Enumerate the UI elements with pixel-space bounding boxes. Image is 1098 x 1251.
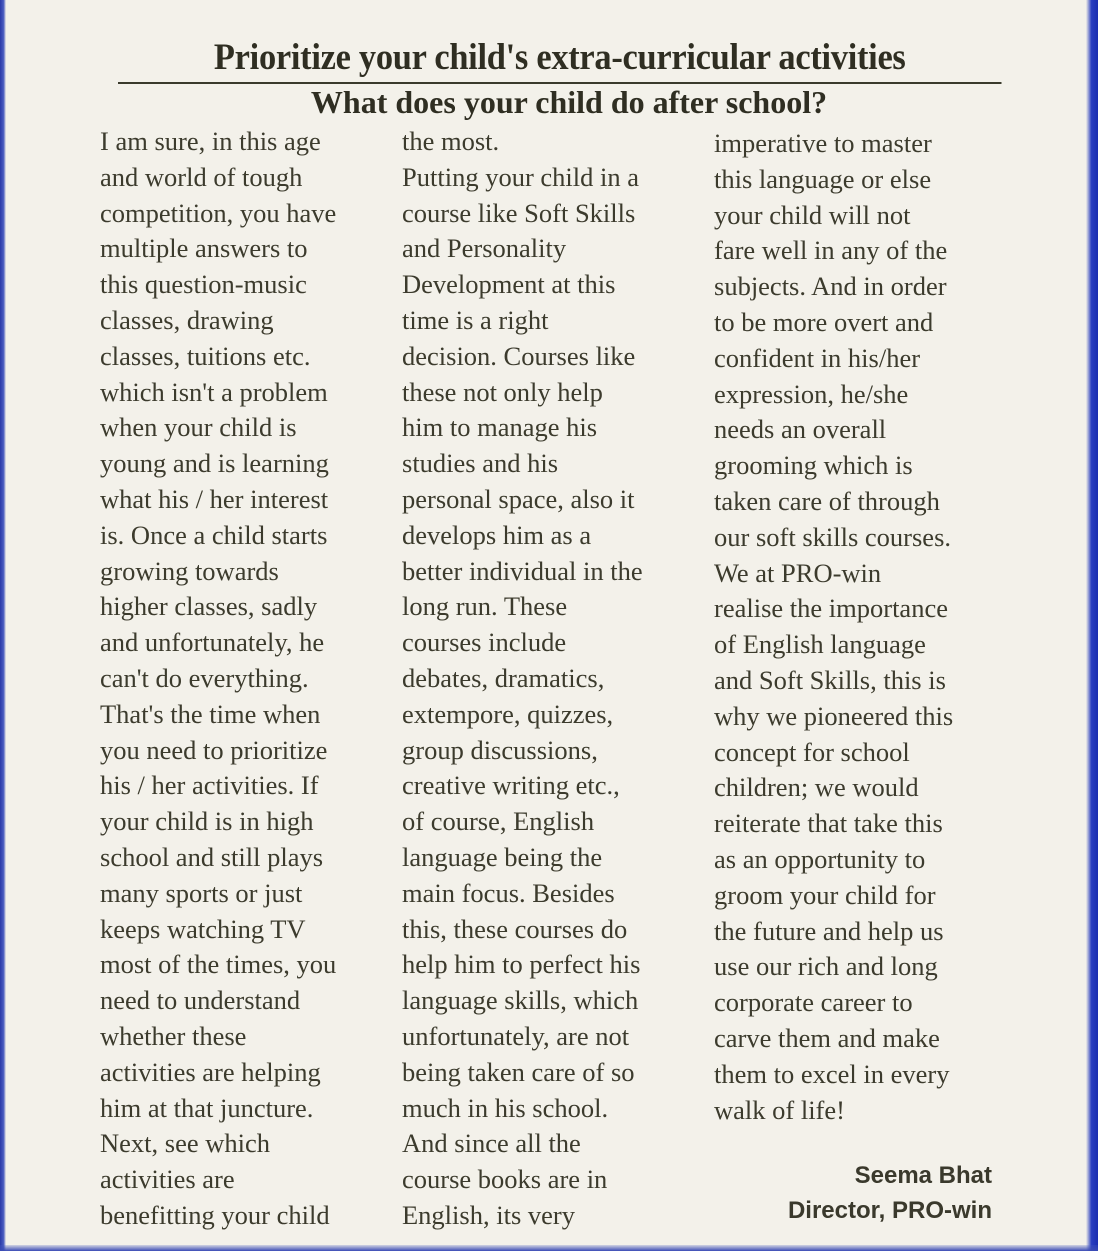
text-line: young and is learning bbox=[100, 448, 329, 479]
text-line: the most. bbox=[402, 126, 500, 156]
text-line: this language or else bbox=[714, 163, 932, 194]
text-line: classes, drawing bbox=[100, 304, 274, 335]
text-line: help him to perfect his bbox=[402, 949, 641, 980]
text-line: subjects. And in order bbox=[714, 271, 947, 302]
text-line: I am sure, in this age bbox=[100, 126, 321, 156]
text-line: course like Soft Skills bbox=[402, 197, 636, 228]
text-line: confident in his/her bbox=[714, 342, 921, 373]
text-line: what his / her interest bbox=[100, 483, 329, 514]
text-line: him to manage his bbox=[402, 412, 598, 443]
text-line: can't do everything. bbox=[100, 662, 309, 693]
text-line: of course, English bbox=[402, 806, 595, 837]
text-line: keeps watching TV bbox=[100, 913, 306, 944]
text-line: and unfortunately, he bbox=[100, 627, 325, 658]
text-line: them to excel in every bbox=[714, 1058, 950, 1089]
text-line: his / her activities. If bbox=[100, 770, 319, 801]
text-line: which isn't a problem bbox=[100, 376, 328, 407]
text-line: long run. These bbox=[402, 591, 568, 622]
text-line: our soft skills courses. bbox=[714, 521, 952, 552]
text-line: your child will not bbox=[714, 199, 911, 230]
text-line: of English language bbox=[714, 629, 926, 660]
text-line: this question-music bbox=[100, 269, 307, 300]
text-line: when your child is bbox=[100, 412, 297, 443]
author-title: Director, PRO-win bbox=[787, 1197, 992, 1224]
article-column-3 bbox=[714, 126, 953, 1128]
text-line: courses include bbox=[402, 627, 567, 658]
text-line: need to understand bbox=[100, 985, 301, 1016]
text-line: language skills, which bbox=[402, 985, 639, 1016]
article-headline: Prioritize your child's extra-curricular activities bbox=[118, 36, 1002, 84]
text-line: taken care of through bbox=[714, 485, 940, 516]
scan-border-right bbox=[1086, 0, 1098, 1251]
text-line: language being the bbox=[402, 841, 603, 872]
text-line: Development at this bbox=[402, 269, 616, 300]
article-column-1 bbox=[100, 124, 336, 1234]
text-line: groom your child for bbox=[714, 879, 936, 910]
text-line: time is a right bbox=[402, 304, 549, 335]
article-subheadline: What does your child do after school? bbox=[310, 84, 828, 120]
text-line: fare well in any of the bbox=[714, 235, 948, 266]
text-line: corporate career to bbox=[714, 987, 913, 1018]
text-line: better individual in the bbox=[402, 555, 643, 586]
text-line: Putting your child in a bbox=[402, 161, 640, 192]
text-line: expression, he/she bbox=[714, 378, 909, 409]
text-line: being taken care of so bbox=[402, 1056, 635, 1087]
text-line: creative writing etc., bbox=[402, 770, 620, 801]
scan-border-bottom bbox=[0, 1245, 1098, 1251]
text-line: and Soft Skills, this is bbox=[714, 664, 946, 695]
text-line: unfortunately, are not bbox=[402, 1020, 630, 1051]
text-line: studies and his bbox=[402, 448, 559, 479]
text-line: imperative to master bbox=[714, 128, 932, 158]
text-line: many sports or just bbox=[100, 877, 303, 908]
article-column-2 bbox=[402, 124, 643, 1234]
text-line: personal space, also it bbox=[402, 483, 635, 514]
text-line: the future and help us bbox=[714, 915, 944, 946]
text-line: is. Once a child starts bbox=[100, 519, 328, 550]
text-line: use our rich and long bbox=[714, 951, 938, 982]
text-line: group discussions, bbox=[402, 734, 598, 765]
text-line: and Personality bbox=[402, 233, 567, 264]
text-line: multiple answers to bbox=[100, 233, 308, 264]
text-line: grooming which is bbox=[714, 450, 913, 481]
text-line: That's the time when bbox=[100, 698, 321, 729]
text-line: children; we would bbox=[714, 772, 919, 803]
text-line: realise the importance bbox=[714, 593, 948, 624]
text-line: him at that juncture. bbox=[100, 1092, 314, 1123]
text-line: why we pioneered this bbox=[714, 700, 954, 731]
text-line: much in his school. bbox=[402, 1092, 609, 1123]
text-line: debates, dramatics, bbox=[402, 662, 605, 693]
scan-border-left bbox=[0, 0, 6, 1251]
text-line: these not only help bbox=[402, 376, 603, 407]
text-line: growing towards bbox=[100, 555, 279, 586]
text-line: develops him as a bbox=[402, 519, 592, 550]
text-line: course books are in bbox=[402, 1164, 608, 1195]
text-line: you need to prioritize bbox=[100, 734, 328, 765]
text-line: And since all the bbox=[402, 1128, 581, 1159]
text-line: and world of tough bbox=[100, 161, 303, 192]
text-line: Next, see which bbox=[100, 1128, 270, 1159]
text-line: to be more overt and bbox=[714, 306, 934, 337]
text-line: higher classes, sadly bbox=[100, 591, 318, 622]
text-line: most of the times, you bbox=[100, 949, 337, 980]
text-line: reiterate that take this bbox=[714, 808, 943, 839]
text-line: main focus. Besides bbox=[402, 877, 615, 908]
text-line: walk of life! bbox=[714, 1094, 845, 1125]
text-line: whether these bbox=[100, 1020, 247, 1051]
text-line: concept for school bbox=[714, 736, 910, 767]
text-line: We at PRO-win bbox=[714, 557, 882, 588]
text-line: carve them and make bbox=[714, 1022, 940, 1053]
text-line: needs an overall bbox=[714, 414, 887, 445]
text-line: competition, you have bbox=[100, 197, 337, 228]
text-line: activities are helping bbox=[100, 1056, 321, 1087]
text-line: decision. Courses like bbox=[402, 340, 636, 371]
author-name: Seema Bhat bbox=[854, 1162, 992, 1189]
text-line: classes, tuitions etc. bbox=[100, 340, 311, 371]
text-line: activities are bbox=[100, 1164, 235, 1195]
text-line: your child is in high bbox=[100, 806, 314, 837]
text-line: English, its very bbox=[402, 1199, 575, 1230]
text-line: extempore, quizzes, bbox=[402, 698, 614, 729]
text-line: as an opportunity to bbox=[714, 843, 926, 874]
text-line: this, these courses do bbox=[402, 913, 628, 944]
signature-block bbox=[788, 1158, 992, 1228]
text-line: school and still plays bbox=[100, 841, 324, 872]
text-line: benefitting your child bbox=[100, 1199, 330, 1230]
